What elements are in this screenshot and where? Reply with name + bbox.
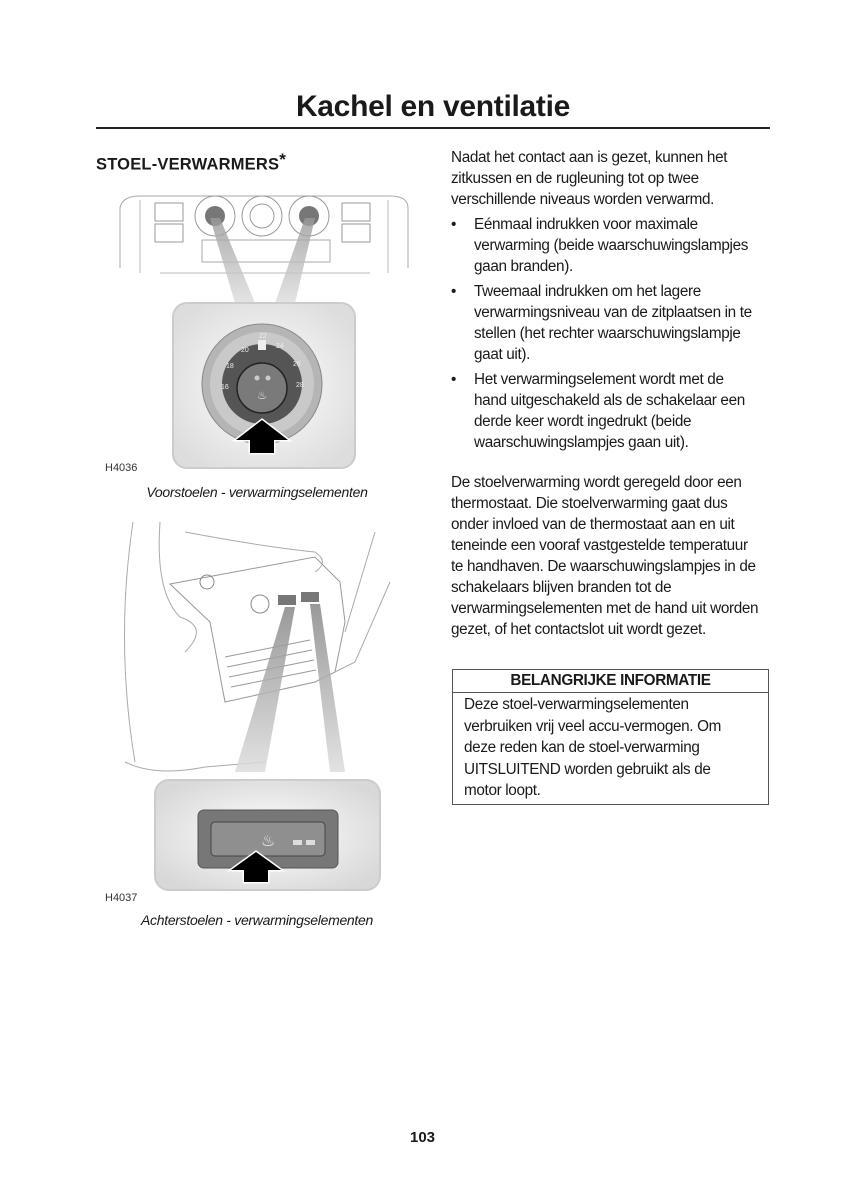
- text-line: UITSLUITEND worden gebruikt als de: [464, 760, 711, 778]
- text-line: verwarming (beide waarschuwingslampjes: [474, 237, 749, 254]
- bullet-item: [451, 369, 771, 453]
- text-line: onder invloed van de thermostaat aan en uit: [451, 516, 735, 533]
- bullet-icon: •: [451, 371, 457, 388]
- rear-seat-heater-illustration: [115, 522, 415, 894]
- bullet-icon: •: [451, 283, 457, 300]
- text-line: Deze stoel-verwarmingselementen: [464, 696, 689, 713]
- text-line: thermostaat. Die stoelverwarming gaat dus: [451, 495, 728, 512]
- dial-label: 16: [221, 384, 229, 391]
- text-line: waarschuwingslampjes gaan uit).: [474, 434, 689, 451]
- dial-label: 26: [293, 361, 301, 368]
- section-heading: [96, 148, 286, 175]
- text-line: verschillende niveaus worden verwarmd.: [451, 191, 715, 208]
- text-line: Het verwarmingselement wordt met de: [474, 371, 724, 388]
- thermostat-paragraph: [451, 472, 771, 640]
- figure-caption: Achterstoelen - verwarmingselementen: [141, 912, 373, 928]
- text-line: Eénmaal indrukken voor maximale: [474, 216, 698, 233]
- text-line: zitkussen en de rugleuning tot op twee: [451, 170, 699, 187]
- page-number: 103: [409, 1129, 436, 1146]
- intro-paragraph: [451, 147, 771, 210]
- dial-label: 28: [296, 382, 304, 389]
- text-line: verwarmingsniveau van de zitplaatsen in te: [474, 304, 752, 321]
- important-info-box: [452, 669, 769, 805]
- text-line: gaat uit).: [474, 346, 531, 363]
- text-line: gaan branden).: [474, 258, 573, 275]
- text-line: De stoelverwarming wordt geregeld door een: [451, 474, 742, 491]
- info-box-heading: BELANGRIJKE INFORMATIE: [453, 670, 768, 693]
- asterisk: *: [279, 150, 287, 169]
- intro-section: [451, 147, 771, 453]
- text-line: te handhaven. De waarschuwingslampjes in de: [451, 558, 756, 575]
- text-line: gezet, of het contactslot uit wordt gezet.: [451, 621, 706, 638]
- bullet-item: [451, 214, 771, 277]
- text-line: motor loopt.: [464, 782, 541, 799]
- bullet-item: [451, 281, 771, 365]
- text-line: hand uitgeschakeld als de schakelaar een: [474, 392, 745, 409]
- page-title: Kachel en ventilatie: [295, 90, 571, 123]
- section-heading-text: STOEL-VERWARMERS: [96, 155, 280, 174]
- figure-code: H4036: [105, 462, 138, 474]
- dial-label: 20: [241, 347, 249, 354]
- bullet-icon: •: [451, 216, 457, 233]
- text-line: teneinde een vooraf vastgestelde temperatuur: [451, 537, 748, 554]
- figure-caption: Voorstoelen - verwarmingselementen: [146, 484, 368, 500]
- text-line: Tweemaal indrukken om het lagere: [474, 283, 701, 300]
- text-line: stellen (het rechter waarschuwingslampje: [474, 325, 741, 342]
- front-seat-heater-illustration: [110, 188, 415, 473]
- text-line: derde keer wordt ingedrukt (beide: [474, 413, 692, 430]
- dial-label: 22: [259, 333, 267, 340]
- svg-text:♨: ♨: [257, 390, 267, 402]
- bullet-list: [451, 214, 771, 453]
- text-line: schakelaars blijven branden tot de: [451, 579, 672, 596]
- text-line: verbruiken vrij veel accu-vermogen. Om: [464, 717, 722, 735]
- dial-label: 18: [226, 363, 234, 370]
- seat-heater-icon: ♨: [260, 833, 276, 850]
- dial-label: 24: [276, 343, 284, 350]
- info-box-body: [453, 693, 768, 802]
- text-line: Nadat het contact aan is gezet, kunnen het: [451, 149, 728, 166]
- text-line: verwarmingselementen met de hand uit worden: [451, 600, 759, 617]
- title-rule: [96, 127, 770, 129]
- figure-code: H4037: [105, 892, 138, 904]
- text-line: deze reden kan de stoel-verwarming: [464, 739, 700, 756]
